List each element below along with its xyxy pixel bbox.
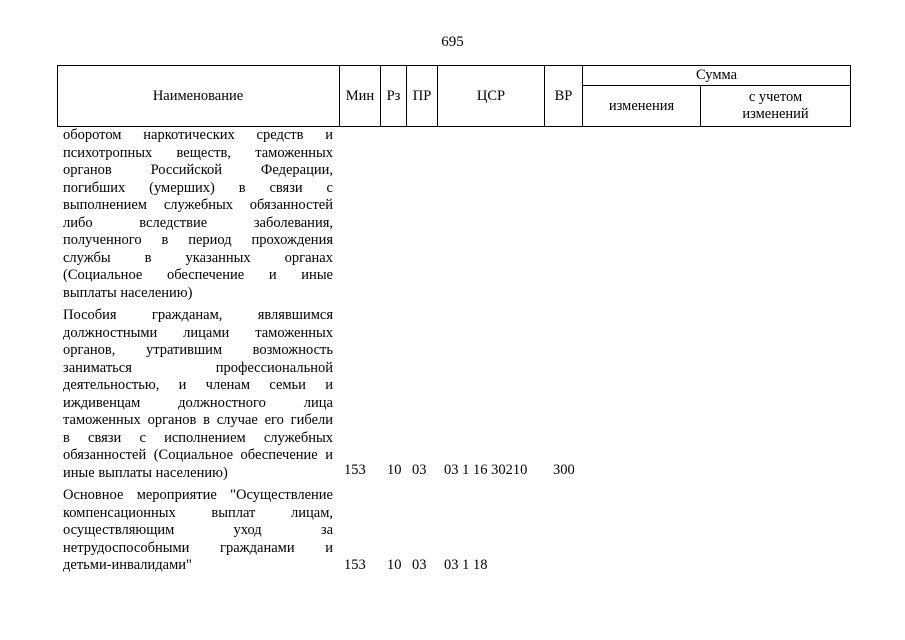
cell-pr: 03	[412, 557, 427, 573]
header-vr: ВР	[554, 87, 573, 104]
page-number: 695	[441, 34, 464, 50]
cell-min: 153	[344, 557, 366, 573]
table-header	[57, 65, 851, 127]
header-changes: изменения	[608, 97, 675, 114]
cell-pr: 03	[412, 462, 427, 478]
cell-rz: 10	[387, 557, 402, 573]
header-rz: Рз	[386, 87, 401, 104]
header-name: Наименование	[152, 87, 244, 104]
cell-vr: 300	[553, 462, 575, 478]
header-min: Мин	[345, 87, 375, 104]
cell-csr: 03 1 16 30210	[444, 462, 528, 478]
cell-csr: 03 1 18	[444, 557, 488, 573]
cell-min: 153	[344, 462, 366, 478]
header-sum: Сумма	[695, 66, 738, 83]
header-with-changes: с учетом изменений	[742, 89, 809, 122]
row-name: Пособия гражданам, являвшимся должностными лицами таможенных органов, утратившим возможность заниматься профессиональной деятельностью, и членам семьи и иждивенцам должностного лица таможенных органов в случае его гибели в связи с исполнением служебных обязанностей (Социальное обеспечение и иные выплаты населению)	[63, 307, 333, 481]
cell-rz: 10	[387, 462, 402, 478]
header-csr: ЦСР	[476, 87, 506, 104]
row-name: Основное мероприятие "Осуществление компенсационных выплат лицам, осуществляющим уход за нетрудоспособными гражданами и детьми-инвалидами"	[63, 487, 333, 573]
row-name: оборотом наркотических средств и психотропных веществ, таможенных органов Российской Федерации, погибших (умерших) в связи с выполнением служебных обязанностей либо вследствие заболевания, полученного в период прохождения службы в указанных органах (Социальное обеспечение и иные выплаты населению)	[63, 127, 333, 301]
header-pr: ПР	[412, 87, 432, 104]
